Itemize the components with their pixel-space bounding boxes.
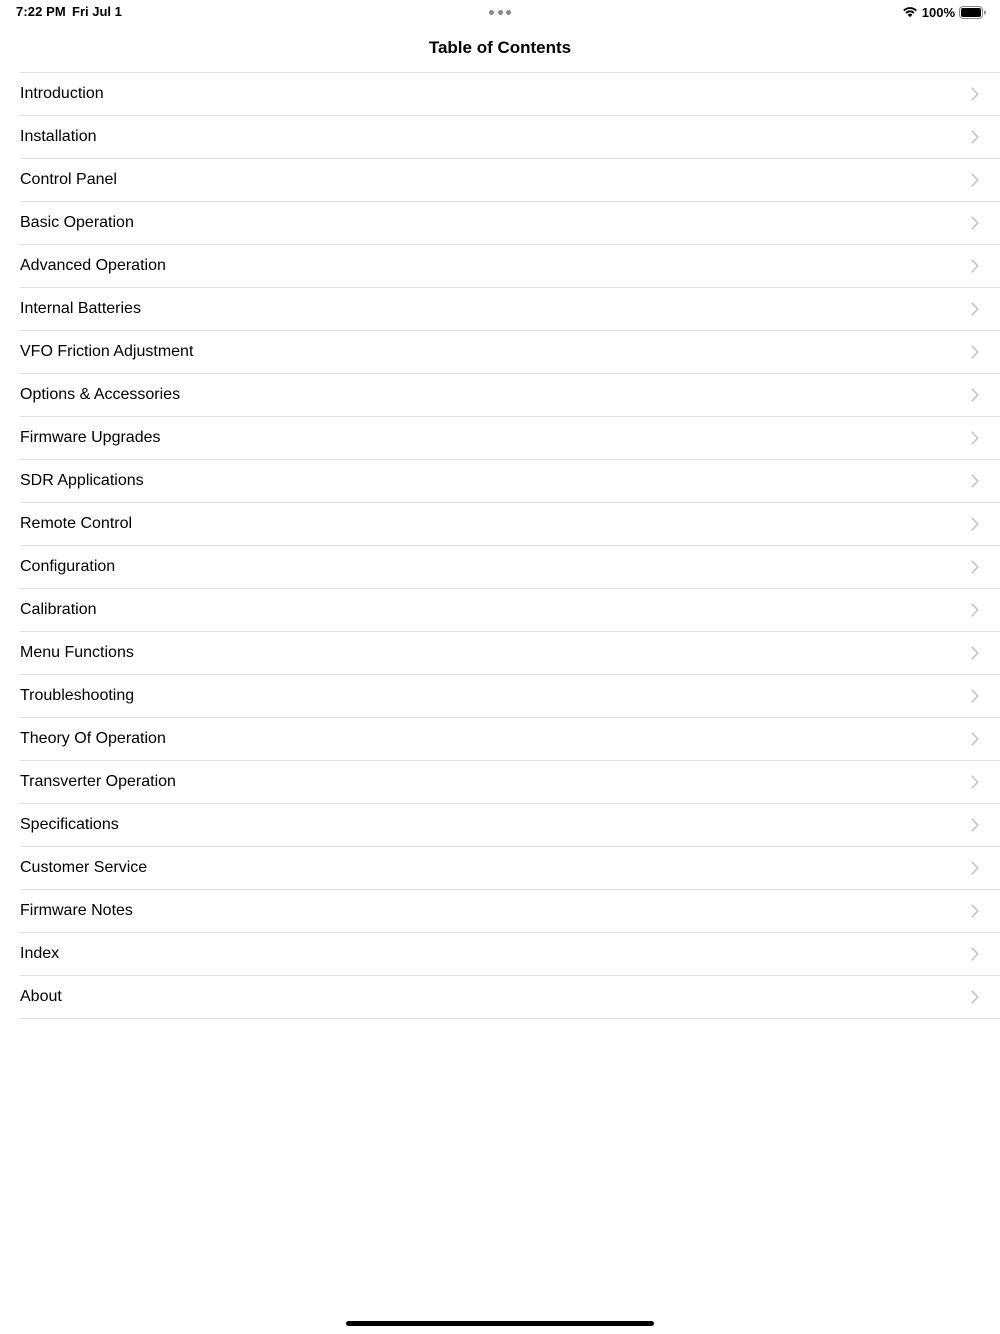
chevron-right-icon: [971, 603, 979, 617]
toc-row-label: Advanced Operation: [20, 257, 166, 274]
toc-row[interactable]: [20, 718, 1000, 761]
battery-icon: [959, 6, 986, 19]
toc-row[interactable]: [20, 202, 1000, 245]
chevron-right-icon: [971, 431, 979, 445]
chevron-right-icon: [971, 302, 979, 316]
toc-row[interactable]: [20, 675, 1000, 718]
battery-percentage: 100%: [921, 4, 955, 20]
toc-row-label: Calibration: [20, 601, 97, 618]
toc-row-label: Introduction: [20, 85, 104, 102]
toc-row-label: Menu Functions: [20, 644, 134, 661]
toc-row[interactable]: [20, 546, 1000, 589]
toc-row[interactable]: [20, 417, 1000, 460]
toc-row[interactable]: [20, 933, 1000, 976]
multitasking-menu-icon[interactable]: [489, 9, 511, 15]
toc-row[interactable]: [20, 847, 1000, 890]
toc-row-label: Firmware Notes: [20, 902, 133, 919]
toc-row[interactable]: [20, 890, 1000, 933]
chevron-right-icon: [971, 732, 979, 746]
toc-row-label: SDR Applications: [20, 472, 144, 489]
toc-row-label: Control Panel: [20, 171, 117, 188]
toc-row-label: Transverter Operation: [20, 773, 176, 790]
chevron-right-icon: [971, 388, 979, 402]
status-indicators: [902, 3, 986, 21]
toc-row-label: Basic Operation: [20, 214, 134, 231]
page-title: Table of Contents: [428, 38, 572, 57]
toc-row[interactable]: [20, 460, 1000, 503]
toc-row-label: Configuration: [20, 558, 116, 575]
toc-row[interactable]: [20, 374, 1000, 417]
toc-row-label: Customer Service: [20, 859, 148, 876]
toc-row[interactable]: [20, 288, 1000, 331]
status-time: 7:22 PM: [16, 4, 66, 19]
toc-row[interactable]: [20, 761, 1000, 804]
wifi-icon: [902, 6, 918, 18]
chevron-right-icon: [971, 861, 979, 875]
toc-row-label: Index: [20, 945, 60, 962]
toc-row-label: Options & Accessories: [20, 386, 181, 403]
chevron-right-icon: [971, 689, 979, 703]
chevron-right-icon: [971, 646, 979, 660]
chevron-right-icon: [971, 216, 979, 230]
chevron-right-icon: [971, 173, 979, 187]
chevron-right-icon: [971, 474, 979, 488]
toc-row-label: VFO Friction Adjustment: [20, 343, 194, 360]
chevron-right-icon: [971, 947, 979, 961]
toc-row[interactable]: [20, 116, 1000, 159]
toc-row[interactable]: [20, 159, 1000, 202]
toc-row-label: Internal Batteries: [20, 300, 141, 317]
toc-row-label: Firmware Upgrades: [20, 429, 161, 446]
chevron-right-icon: [971, 345, 979, 359]
toc-row[interactable]: [20, 73, 1000, 116]
chevron-right-icon: [971, 517, 979, 531]
toc-row[interactable]: [20, 632, 1000, 675]
toc-row-label: Remote Control: [20, 515, 133, 532]
status-bar: [0, 0, 1000, 24]
chevron-right-icon: [971, 818, 979, 832]
table-of-contents-list: [20, 72, 1000, 1019]
toc-row-label: Troubleshooting: [20, 687, 135, 704]
toc-row[interactable]: [20, 804, 1000, 847]
toc-row[interactable]: [20, 503, 1000, 546]
toc-row[interactable]: [20, 976, 1000, 1019]
toc-row-label: Installation: [20, 128, 97, 145]
chevron-right-icon: [971, 775, 979, 789]
toc-row-label: Theory Of Operation: [20, 730, 166, 747]
toc-row[interactable]: [20, 331, 1000, 374]
toc-row-label: About: [20, 988, 62, 1005]
status-date: Fri Jul 1: [72, 4, 122, 19]
chevron-right-icon: [971, 990, 979, 1004]
chevron-right-icon: [971, 130, 979, 144]
toc-row[interactable]: [20, 245, 1000, 288]
toc-row[interactable]: [20, 589, 1000, 632]
chevron-right-icon: [971, 259, 979, 273]
toc-row-label: Specifications: [20, 816, 119, 833]
chevron-right-icon: [971, 904, 979, 918]
chevron-right-icon: [971, 560, 979, 574]
chevron-right-icon: [971, 87, 979, 101]
home-indicator[interactable]: [346, 1321, 654, 1326]
